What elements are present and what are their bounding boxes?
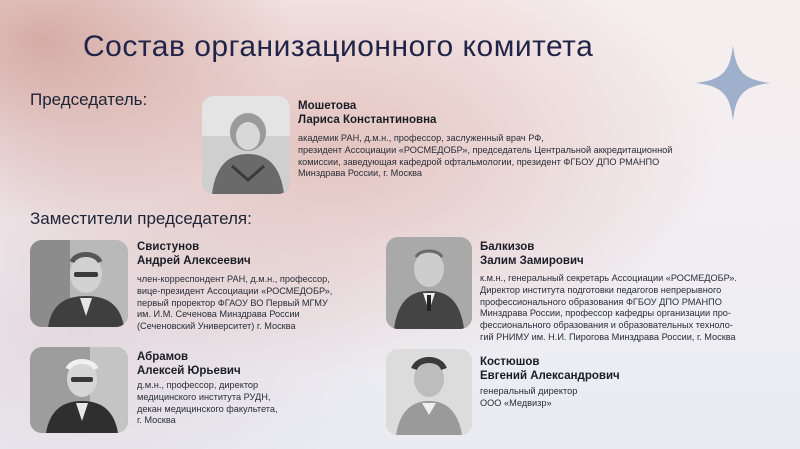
deputy-name-kostyushov: Костюшов Евгений Александрович (480, 356, 620, 382)
deputy-name-svistunov: Свистунов Андрей Алексеевич (137, 241, 251, 267)
sparkle-star-icon (694, 44, 772, 122)
chair-description: академик РАН, д.м.н., профессор, заслуженный врач РФ, президент Ассоциации «РОСМЕДОБР», председатель Центральной аккредитационной комиссии, заведующая кафедрой офтальмологии, президент ФГБОУ ДПО РМАНПО Минздрава России, г. Москва (298, 133, 673, 179)
deputy-photo-svistunov (30, 240, 128, 327)
deputy-photo-kostyushov (386, 349, 472, 435)
chair-name: Мошетова Лариса Константиновна (298, 100, 437, 126)
deputy-description-kostyushov: генеральный директор ООО «Медвизр» (480, 386, 578, 408)
chair-section-heading: Председатель: (30, 90, 148, 109)
deputy-description-svistunov: член-корреспондент РАН, д.м.н., профессор, вице-президент Ассоциации «РОСМЕДОБР», первый проректор ФГАОУ ВО Первый МГМУ им. И.М. Сеченова Минздрава России (Сеченовский Университет) г. Москва (137, 274, 333, 332)
page-title: Состав организационного комитета (83, 30, 594, 63)
deputy-description-balkizov: к.м.н., генеральный секретарь Ассоциации «РОСМЕДОБР». Директор института подготовки педагогов непрерывного профессионального образования ФГБОУ ДПО РМАНПО Минздрава России, профессор кафедры организации про- фессионального образования и образовательных техноло- гий РНИМУ им. Н.И. Пирогова Минздрава России, г. Москва (480, 273, 737, 342)
deputy-photo-balkizov (386, 237, 472, 329)
chair-photo (202, 96, 290, 194)
deputy-description-abramov: д.м.н., профессор, директор медицинского института РУДН, декан медицинского факультета, г. Москва (137, 380, 278, 426)
deputy-photo-abramov (30, 347, 128, 433)
deputies-section-heading: Заместители председателя: (30, 209, 252, 228)
deputy-name-balkizov: Балкизов Залим Замирович (480, 241, 584, 267)
deputy-name-abramov: Абрамов Алексей Юрьевич (137, 351, 241, 377)
